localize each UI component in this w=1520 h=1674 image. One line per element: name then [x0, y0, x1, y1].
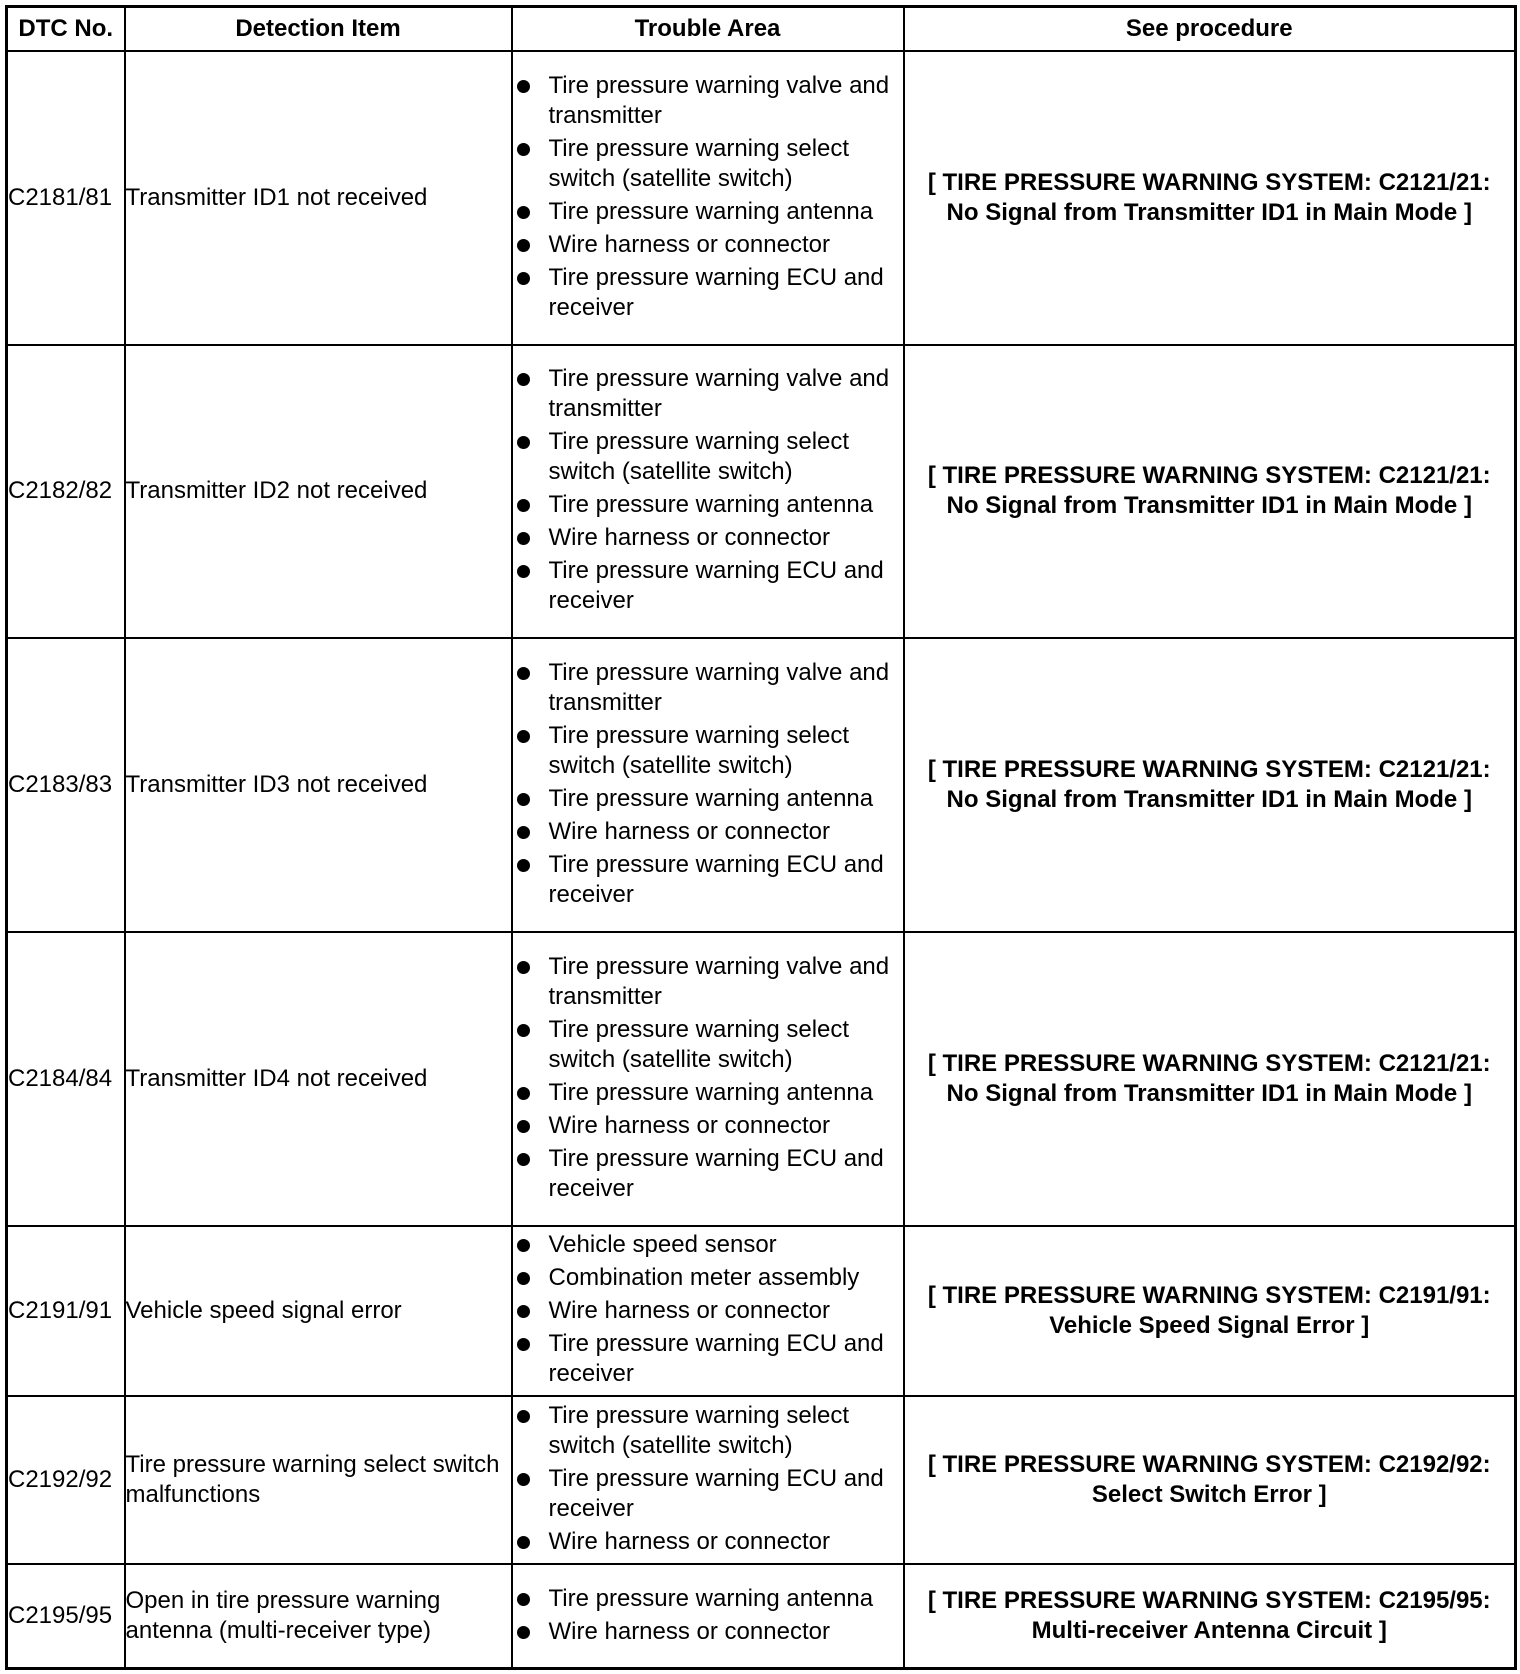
trouble-area-list — [513, 658, 903, 910]
bullet-icon — [517, 1239, 530, 1252]
trouble-area-item — [513, 71, 903, 131]
trouble-area-item — [513, 197, 903, 227]
trouble-area-text: Wire harness or connector — [548, 1297, 830, 1325]
procedure-line: [ TIRE PRESSURE WARNING SYSTEM: C2192/92: — [927, 1451, 1491, 1479]
trouble-area-text: Vehicle speed sensor — [548, 1231, 777, 1259]
trouble-area-item — [513, 1230, 903, 1260]
bullet-icon — [517, 436, 530, 449]
trouble-area-item — [513, 1144, 903, 1204]
procedure-line: No Signal from Transmitter ID1 in Main Mode ] — [946, 492, 1472, 520]
trouble-area-item — [513, 1263, 903, 1293]
trouble-area-item — [513, 952, 903, 1012]
trouble-area-list — [513, 364, 903, 616]
header-dtc-no: DTC No. — [7, 7, 125, 52]
trouble-area-item — [513, 1584, 903, 1614]
trouble-area-text: Tire pressure warning select switch (satellite switch) — [548, 1015, 850, 1073]
trouble-area-text: Tire pressure warning select switch (satellite switch) — [548, 722, 850, 780]
table-row — [7, 1396, 1516, 1564]
trouble-area-text: Wire harness or connector — [548, 524, 830, 552]
table-row — [7, 932, 1516, 1226]
procedure-link[interactable] — [904, 932, 1516, 1226]
trouble-area-item — [513, 1015, 903, 1075]
bullet-icon — [517, 667, 530, 680]
header-row — [7, 7, 1516, 52]
bullet-icon — [517, 565, 530, 578]
trouble-area-text: Tire pressure warning ECU and receiver — [548, 851, 884, 909]
trouble-area-text: Tire pressure warning valve and transmitter — [548, 71, 890, 129]
dtc-code: C2181/81 — [7, 51, 125, 345]
table-row — [7, 51, 1516, 345]
trouble-area-item — [513, 658, 903, 718]
procedure-line: [ TIRE PRESSURE WARNING SYSTEM: C2121/21: — [927, 168, 1491, 196]
dtc-code: C2183/83 — [7, 638, 125, 932]
procedure-line: [ TIRE PRESSURE WARNING SYSTEM: C2121/21: — [927, 462, 1491, 490]
procedure-line: Multi-receiver Antenna Circuit ] — [1031, 1617, 1387, 1645]
trouble-area-list — [513, 952, 903, 1204]
procedure-link[interactable] — [904, 1396, 1516, 1564]
bullet-icon — [517, 1087, 530, 1100]
bullet-icon — [517, 1305, 530, 1318]
trouble-area-list — [513, 71, 903, 323]
trouble-area-item — [513, 263, 903, 323]
trouble-area-text: Wire harness or connector — [548, 1528, 830, 1556]
bullet-icon — [517, 1473, 530, 1486]
procedure-link[interactable] — [904, 1564, 1516, 1668]
trouble-area-item — [513, 1296, 903, 1326]
dtc-code: C2192/92 — [7, 1396, 125, 1564]
trouble-area-item — [513, 230, 903, 260]
trouble-area-item — [513, 850, 903, 910]
trouble-area-cell — [512, 345, 904, 639]
trouble-area-text: Tire pressure warning ECU and receiver — [548, 557, 884, 615]
trouble-area-item — [513, 1401, 903, 1461]
bullet-icon — [517, 1153, 530, 1166]
trouble-area-cell — [512, 1564, 904, 1668]
trouble-area-text: Wire harness or connector — [548, 818, 830, 846]
trouble-area-text: Tire pressure warning ECU and receiver — [548, 1144, 884, 1202]
trouble-area-list — [513, 1401, 903, 1557]
procedure-link[interactable] — [904, 345, 1516, 639]
detection-item: Transmitter ID2 not received — [125, 345, 512, 639]
trouble-area-text: Wire harness or connector — [548, 1111, 830, 1139]
detection-item: Transmitter ID3 not received — [125, 638, 512, 932]
bullet-icon — [517, 532, 530, 545]
procedure-link[interactable] — [904, 51, 1516, 345]
trouble-area-item — [513, 1078, 903, 1108]
bullet-icon — [517, 272, 530, 285]
trouble-area-text: Tire pressure warning valve and transmitter — [548, 952, 890, 1010]
trouble-area-text: Wire harness or connector — [548, 1617, 830, 1645]
trouble-area-text: Tire pressure warning antenna — [548, 1584, 874, 1612]
detection-item: Tire pressure warning select switch malfunctions — [125, 1396, 512, 1564]
trouble-area-text: Wire harness or connector — [548, 230, 830, 258]
trouble-area-text: Tire pressure warning ECU and receiver — [548, 263, 884, 321]
trouble-area-cell — [512, 638, 904, 932]
bullet-icon — [517, 859, 530, 872]
header-see-procedure: See procedure — [904, 7, 1516, 52]
trouble-area-item — [513, 556, 903, 616]
bullet-icon — [517, 1272, 530, 1285]
trouble-area-item — [513, 721, 903, 781]
trouble-area-text: Tire pressure warning ECU and receiver — [548, 1330, 884, 1388]
trouble-area-text: Tire pressure warning select switch (satellite switch) — [548, 1402, 850, 1460]
trouble-area-cell — [512, 1396, 904, 1564]
bullet-icon — [517, 239, 530, 252]
trouble-area-item — [513, 784, 903, 814]
trouble-area-item — [513, 1617, 903, 1647]
table-row — [7, 1226, 1516, 1396]
trouble-area-item — [513, 817, 903, 847]
detection-item: Open in tire pressure warning antenna (multi-receiver type) — [125, 1564, 512, 1668]
trouble-area-item — [513, 134, 903, 194]
procedure-line: Select Switch Error ] — [1091, 1481, 1327, 1509]
trouble-area-text: Tire pressure warning antenna — [548, 785, 874, 813]
trouble-area-item — [513, 364, 903, 424]
header-trouble-area: Trouble Area — [512, 7, 904, 52]
procedure-line: [ TIRE PRESSURE WARNING SYSTEM: C2191/91: — [927, 1281, 1491, 1309]
trouble-area-text: Combination meter assembly — [548, 1264, 860, 1292]
trouble-area-item — [513, 1329, 903, 1389]
detection-item: Transmitter ID4 not received — [125, 932, 512, 1226]
bullet-icon — [517, 206, 530, 219]
procedure-line: [ TIRE PRESSURE WARNING SYSTEM: C2121/21: — [927, 756, 1491, 784]
header-detection-item: Detection Item — [125, 7, 512, 52]
bullet-icon — [517, 1593, 530, 1606]
trouble-area-cell — [512, 51, 904, 345]
dtc-code: C2191/91 — [7, 1226, 125, 1396]
trouble-area-text: Tire pressure warning select switch (satellite switch) — [548, 428, 850, 486]
bullet-icon — [517, 373, 530, 386]
bullet-icon — [517, 1536, 530, 1549]
procedure-link[interactable] — [904, 1226, 1516, 1396]
trouble-area-item — [513, 490, 903, 520]
detection-item: Transmitter ID1 not received — [125, 51, 512, 345]
procedure-line: No Signal from Transmitter ID1 in Main Mode ] — [946, 786, 1472, 814]
bullet-icon — [517, 1410, 530, 1423]
trouble-area-text: Tire pressure warning select switch (satellite switch) — [548, 134, 850, 192]
bullet-icon — [517, 826, 530, 839]
detection-item: Vehicle speed signal error — [125, 1226, 512, 1396]
bullet-icon — [517, 1626, 530, 1639]
trouble-area-text: Tire pressure warning antenna — [548, 491, 874, 519]
bullet-icon — [517, 961, 530, 974]
procedure-line: [ TIRE PRESSURE WARNING SYSTEM: C2195/95: — [927, 1587, 1491, 1615]
bullet-icon — [517, 1120, 530, 1133]
procedure-line: Vehicle Speed Signal Error ] — [1049, 1311, 1370, 1339]
trouble-area-item — [513, 1464, 903, 1524]
trouble-area-item — [513, 1527, 903, 1557]
trouble-area-list — [513, 1230, 903, 1389]
bullet-icon — [517, 793, 530, 806]
dtc-table — [5, 5, 1517, 1670]
procedure-line: No Signal from Transmitter ID1 in Main Mode ] — [946, 198, 1472, 226]
table-body — [7, 51, 1516, 1669]
table-row — [7, 345, 1516, 639]
dtc-code: C2195/95 — [7, 1564, 125, 1668]
procedure-line: No Signal from Transmitter ID1 in Main Mode ] — [946, 1079, 1472, 1107]
trouble-area-cell — [512, 932, 904, 1226]
trouble-area-text: Tire pressure warning antenna — [548, 1078, 874, 1106]
bullet-icon — [517, 1338, 530, 1351]
trouble-area-cell — [512, 1226, 904, 1396]
bullet-icon — [517, 1024, 530, 1037]
table-row — [7, 1564, 1516, 1668]
trouble-area-text: Tire pressure warning valve and transmitter — [548, 659, 890, 717]
trouble-area-list — [513, 1584, 903, 1647]
dtc-code: C2184/84 — [7, 932, 125, 1226]
procedure-line: [ TIRE PRESSURE WARNING SYSTEM: C2121/21: — [927, 1049, 1491, 1077]
trouble-area-text: Tire pressure warning ECU and receiver — [548, 1465, 884, 1523]
trouble-area-item — [513, 1111, 903, 1141]
trouble-area-text: Tire pressure warning antenna — [548, 197, 874, 225]
trouble-area-item — [513, 427, 903, 487]
bullet-icon — [517, 730, 530, 743]
trouble-area-text: Tire pressure warning valve and transmitter — [548, 365, 890, 423]
bullet-icon — [517, 80, 530, 93]
bullet-icon — [517, 499, 530, 512]
trouble-area-item — [513, 523, 903, 553]
dtc-code: C2182/82 — [7, 345, 125, 639]
bullet-icon — [517, 143, 530, 156]
table-row — [7, 638, 1516, 932]
procedure-link[interactable] — [904, 638, 1516, 932]
